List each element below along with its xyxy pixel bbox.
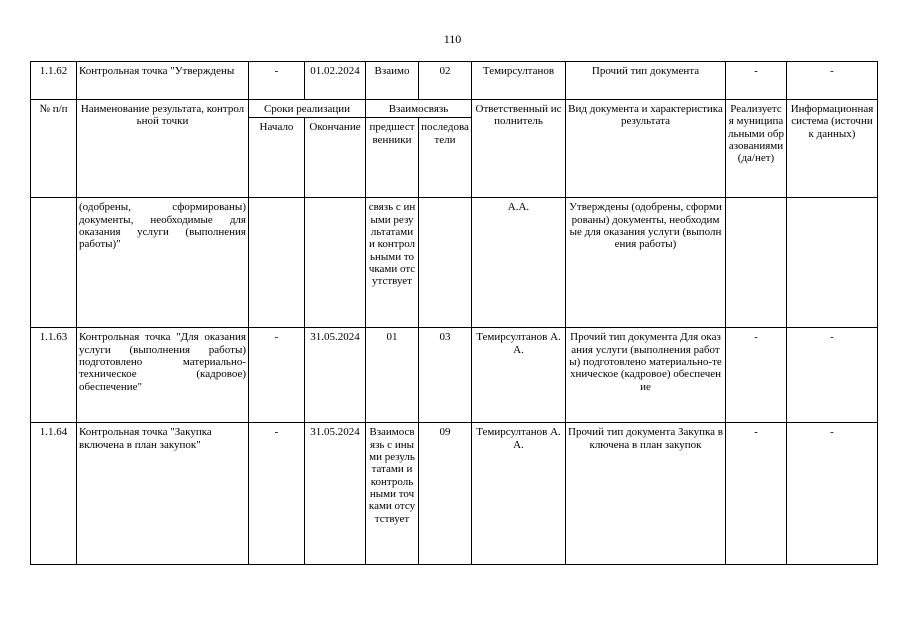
cell-predecessors: 01: [366, 328, 419, 423]
cell-successors: [419, 198, 472, 328]
cell-municipal: [726, 198, 787, 328]
cell-num: 1.1.64: [31, 423, 77, 565]
header-num: № п/п: [31, 100, 77, 198]
cell-name: (одобрены, сформированы) документы, необходимые для оказания услуги (выполнения работы)": [77, 198, 249, 328]
cell-name: Контрольная точка "Закупка включена в план закупок": [77, 423, 249, 565]
cell-num: 1.1.63: [31, 328, 77, 423]
cell-successors: 09: [419, 423, 472, 565]
cell-start: -: [249, 328, 305, 423]
cell-doc-type: Прочий тип документа Закупка включена в план закупок: [566, 423, 726, 565]
cell-name: Контрольная точка "Утверждены: [77, 62, 249, 100]
cell-predecessors: Взаимо: [366, 62, 419, 100]
header-info-system: Информационная система (источник данных): [787, 100, 878, 198]
cell-end: 31.05.2024: [305, 328, 366, 423]
results-table: [30, 61, 878, 565]
header-end: Окончание: [305, 118, 366, 198]
cell-info-system: [787, 198, 878, 328]
header-successors: последователи: [419, 118, 472, 198]
page-number: 110: [443, 32, 462, 46]
header-doc-type: Вид документа и характеристика результата: [566, 100, 726, 198]
table-row: [31, 423, 878, 565]
cell-start: [249, 198, 305, 328]
cell-name: Контрольная точка "Для оказания услуги (выполнения работы) подготовлено материально-техническое (кадровое) обеспечение": [77, 328, 249, 423]
cell-municipal: -: [726, 328, 787, 423]
cell-num: 1.1.62: [31, 62, 77, 100]
table-row: [31, 328, 878, 423]
cell-responsible: Темирсултанов: [472, 62, 566, 100]
table-header-row-1: [31, 100, 878, 118]
table-row: [31, 198, 878, 328]
cell-responsible: Темирсултанов А.А.: [472, 423, 566, 565]
header-relation: Взаимосвязь: [366, 100, 472, 118]
cell-info-system: -: [787, 423, 878, 565]
header-start: Начало: [249, 118, 305, 198]
cell-start: -: [249, 62, 305, 100]
cell-num: [31, 198, 77, 328]
cell-predecessors: Взаимосвязь с иными результатами и контрольными точками отсутствует: [366, 423, 419, 565]
cell-doc-type: Прочий тип документа: [566, 62, 726, 100]
header-predecessors: предшественники: [366, 118, 419, 198]
cell-info-system: -: [787, 328, 878, 423]
cell-end: [305, 198, 366, 328]
header-name: Наименование результата, контрольной точки: [77, 100, 249, 198]
header-responsible: Ответственный исполнитель: [472, 100, 566, 198]
cell-successors: 03: [419, 328, 472, 423]
cell-predecessors: связь с иными результатами и контрольными точками отсутствует: [366, 198, 419, 328]
cell-info-system: -: [787, 62, 878, 100]
header-municipal: Реализуется муниципальными образованиями (да/нет): [726, 100, 787, 198]
cell-start: -: [249, 423, 305, 565]
cell-doc-type: Утверждены (одобрены, сформированы) документы, необходимые для оказания услуги (выполнения работы): [566, 198, 726, 328]
cell-municipal: -: [726, 423, 787, 565]
cell-successors: 02: [419, 62, 472, 100]
cell-responsible: Темирсултанов А.А.: [472, 328, 566, 423]
header-deadlines: Сроки реализации: [249, 100, 366, 118]
cell-end: 01.02.2024: [305, 62, 366, 100]
cell-municipal: -: [726, 62, 787, 100]
table-row: [31, 62, 878, 100]
cell-responsible: А.А.: [472, 198, 566, 328]
cell-end: 31.05.2024: [305, 423, 366, 565]
cell-doc-type: Прочий тип документа Для оказания услуги (выполнения работы) подготовлено материально-техническое (кадровое) обеспечение: [566, 328, 726, 423]
